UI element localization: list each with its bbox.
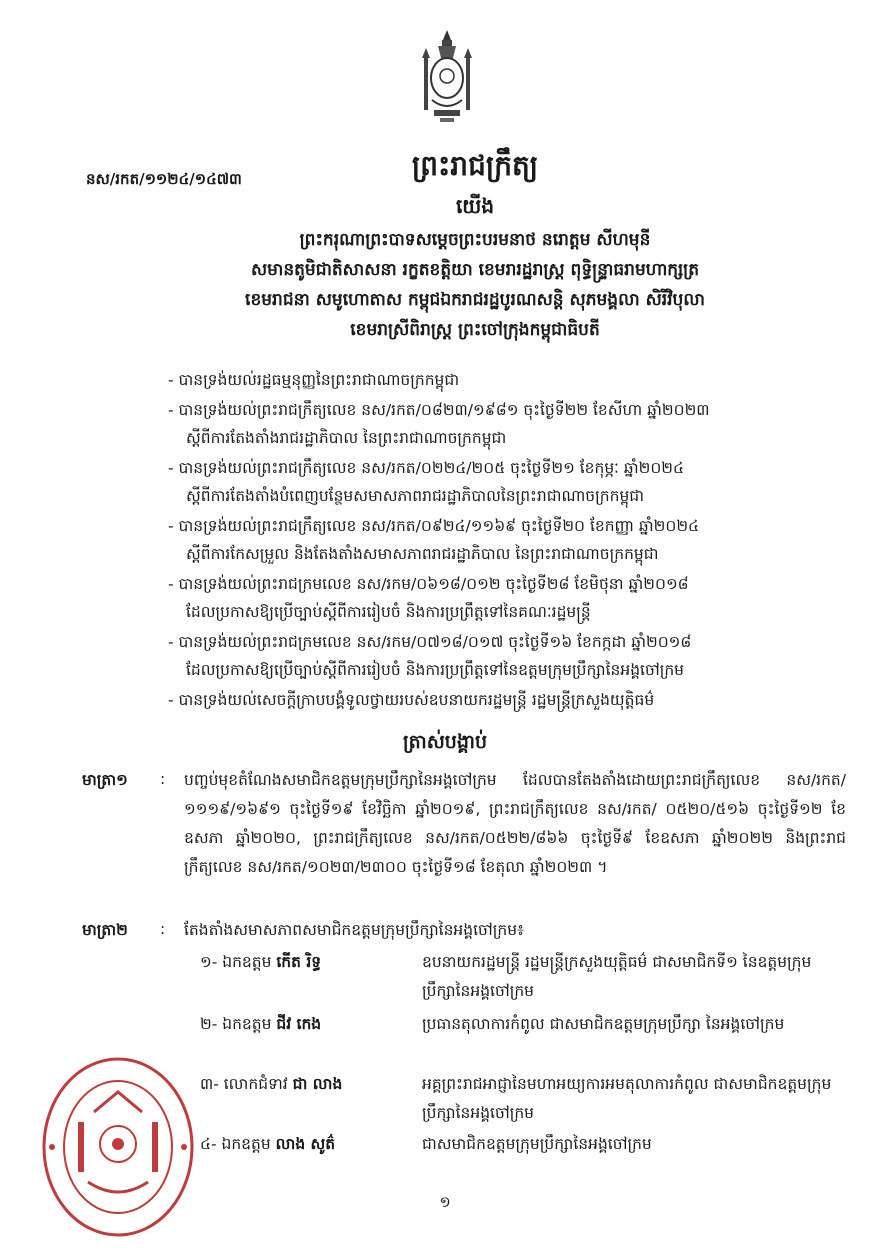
article-1-colon: : — [160, 770, 166, 788]
visa-item — [168, 570, 858, 626]
member-prefix: ៣- លោកជំទាវ — [200, 1075, 288, 1093]
visa-line: - បានទ្រង់យល់រដ្ឋធម្មនុញ្ញនៃព្រះរាជាណាចក្រកម្ពុជា — [168, 371, 460, 389]
member-prefix: ២- ឯកឧត្តម — [200, 1015, 272, 1033]
visa-line-continued: ដែលប្រកាសឱ្យប្រើច្បាប់ស្តីពីការរៀបចំ និងការប្រព្រឹត្តទៅនៃឧត្តមក្រុមប្រឹក្សានៃអង្គចៅក្រម — [186, 661, 685, 679]
member-3-role: អគ្គព្រះរាជអាជ្ញានៃមហាអយ្យការអមតុលាការកំពូល ជាសមាជិកឧត្តមក្រុមប្រឹក្សានៃអង្គចៅក្រម — [422, 1075, 832, 1122]
member-4-name — [200, 1134, 335, 1157]
member-1-role: ឧបនាយករដ្ឋមន្ត្រី រដ្ឋមន្ត្រីក្រសួងយុត្តិធម៌ ជាសមាជិកទី១ នៃឧត្តមក្រុមប្រឹក្សានៃអង្គចៅក្រម — [422, 953, 812, 1000]
member-name: លាង សូត៌ — [275, 1135, 336, 1153]
article-2-colon: : — [160, 920, 166, 938]
member-prefix: ១- ឯកឧត្តម — [200, 953, 272, 971]
king-title-line-2: សមានតូមិជាតិសាសនា រក្ខតខត្តិយា ខេមរារដ្ឋរាស្ត្រ ពុទ្ធិន្ទ្រាធរាមហាក្សត្រ — [250, 260, 700, 280]
member-name: កើត រិទ្ធ — [276, 953, 322, 971]
member-prefix: ៤- ឯកឧត្តម — [200, 1135, 271, 1153]
member-2-role: ប្រធានតុលាការកំពូល ជាសមាជិកឧត្តមក្រុមប្រឹក្សា នៃអង្គចៅក្រម — [422, 1015, 785, 1033]
member-4-role: ជាសមាជិកឧត្តមក្រុមប្រឹក្សានៃអង្គចៅក្រម — [422, 1135, 652, 1153]
article-2-text: តែងតាំងសមាសភាពសមាជិកឧត្តមក្រុមប្រឹក្សានៃអង្គចៅក្រម៖ — [184, 921, 524, 939]
member-2-name — [200, 1014, 321, 1037]
article-2-label: មាត្រា២ — [82, 921, 128, 939]
reference-number: នស/រកត/១១២៤/១៤៧៣ — [86, 170, 242, 188]
visa-item — [168, 628, 858, 684]
visa-line: - បានទ្រង់យល់ព្រះរាជក្រឹត្យលេខ នស/រកត/០២២៤/២០៥ ចុះថ្ងៃទី២១ ខែកុម្ភៈ ឆ្នាំ២០២៤ — [168, 459, 685, 477]
we-heading: យើង — [455, 194, 495, 218]
decision-heading: ត្រាស់បង្គាប់ — [402, 731, 488, 753]
member-name: ជា លាង — [292, 1075, 343, 1093]
visa-line-continued: ដែលប្រកាសឱ្យប្រើច្បាប់ស្តីពីការរៀបចំ និងការប្រព្រឹត្តទៅនៃគណៈរដ្ឋមន្ត្រី — [186, 603, 591, 621]
member-name: ជីវ កេង — [276, 1015, 322, 1033]
visa-line: - បានទ្រង់យល់ព្រះរាជក្រមលេខ នស/រកម/០៧១៨/០១៧ ចុះថ្ងៃទី១៦ ខែកក្កដា ឆ្នាំ២០១៨ — [168, 633, 692, 651]
visa-line: - បានទ្រង់យល់ព្រះរាជក្រមលេខ នស/រកម/០៦១៨/០១២ ចុះថ្ងៃទី២៨ ខែមិថុនា ឆ្នាំ២០១៨ — [168, 575, 689, 593]
visa-line-continued: ស្តីពីការកែសម្រួល និងតែងតាំងសមាសភាពរាជរដ្ឋាភិបាល នៃព្រះរាជាណាចក្រកម្ពុជា — [186, 545, 659, 563]
king-title-line-1: ព្រះករុណាព្រះបាទសម្តេចព្រះបរមនាថ នរោត្តម សីហមុនី — [299, 230, 651, 250]
document-title: ព្រះរាជក្រឹត្យ — [411, 149, 539, 182]
article-1-label: មាត្រា១ — [82, 771, 128, 789]
visa-line: - បានទ្រង់យល់ព្រះរាជក្រឹត្យលេខ នស/រកត/០៨២៣/១៩៨១ ចុះថ្ងៃទី២២ ខែសីហា ឆ្នាំ២០២៣ — [168, 401, 710, 419]
visa-item — [168, 366, 858, 394]
king-title-line-4: ខេមរាស្រីពិរាស្ត្រ ព្រះចៅក្រុងកម្ពុជាធិបតី — [350, 320, 600, 340]
visa-item — [168, 512, 858, 568]
visa-line: - បានទ្រង់យល់សេចក្តីក្រាបបង្គំទូលថ្វាយរបស់ឧបនាយករដ្ឋមន្ត្រី រដ្ឋមន្ត្រីក្រសួងយុត្តិធម៌ — [168, 691, 655, 709]
king-title-line-3: ខេមរាជនា សមូហោតាស កម្ពុជឯករាជរដ្ឋបូរណសន្តិ សុភមង្គលា សិរីវិបុលា — [245, 290, 705, 310]
article-1-text: បញ្ចប់មុខតំណែងសមាជិកឧត្តមក្រុមប្រឹក្សានៃអង្គចៅក្រម ដែលបានតែងតាំងដោយព្រះរាជក្រឹត្យលេខ នស/រកត/១១១៩/១៦៩១ ចុះថ្ងៃទី១៩ ខែវិច្ឆិកា ឆ្នាំ២០១៩, ព្រះរាជក្រឹត្យលេខ នស/រកត/ ០៥២០/៥១៦ ចុះថ្ងៃទី១២ ខែឧសភា ឆ្នាំ២០២០, ព្រះរាជក្រឹត្យលេខ នស/រកត/០៥២២/៨៦៦ ចុះថ្ងៃទី៩ ខែឧសភា ឆ្នាំ២០២២ និងព្រះរាជក្រឹត្យលេខ នស/រកត/១០២៣/២៣០០ ចុះថ្ងៃទី១៨ ខែតុលា ឆ្នាំ២០២៣ ។ — [184, 771, 846, 876]
visa-line: - បានទ្រង់យល់ព្រះរាជក្រឹត្យលេខ នស/រកត/០៩២៤/១១៦៩ ចុះថ្ងៃទី២០ ខែកញ្ញា ឆ្នាំ២០២៤ — [168, 517, 700, 535]
visa-line-continued: ស្តីពីការតែងតាំងបំពេញបន្ថែមសមាសភាពរាជរដ្ឋាភិបាលនៃព្រះរាជាណាចក្រកម្ពុជា — [186, 487, 645, 505]
page-number: ១ — [439, 1193, 451, 1211]
member-3-name — [200, 1074, 342, 1097]
visa-item — [168, 686, 858, 714]
visa-item — [168, 396, 858, 452]
member-1-name — [200, 952, 321, 975]
visa-line-continued: ស្តីពីការតែងតាំងរាជរដ្ឋាភិបាល នៃព្រះរាជាណាចក្រកម្ពុជា — [186, 429, 507, 447]
visa-item — [168, 454, 858, 510]
royal-emblem-icon — [418, 28, 476, 128]
